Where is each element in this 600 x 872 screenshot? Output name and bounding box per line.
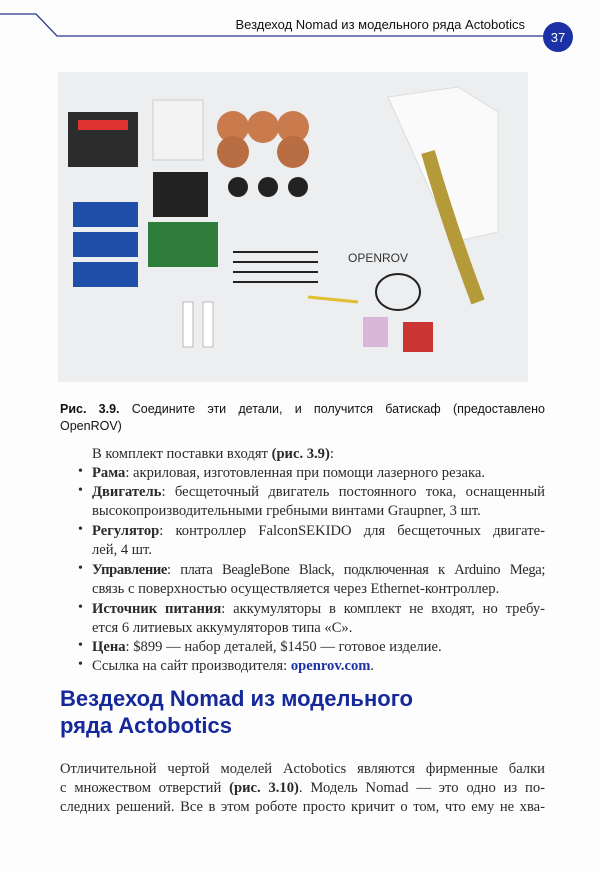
manufacturer-link[interactable]: openrov.com xyxy=(290,658,371,674)
list-item: Ссылка на сайт производителя: openrov.com. xyxy=(92,658,375,674)
list-item: Цена: $899 — набор деталей, $1450 — готовое изделие. xyxy=(92,639,442,655)
figure-caption xyxy=(60,401,545,435)
list-item: Рама: акриловая, изготовленная при помощи лазерного резака. xyxy=(92,465,485,481)
bullet: • xyxy=(78,561,83,576)
list-item-cont: связь с поверхностью осуществляется через Ethernet-контроллер. xyxy=(92,581,500,597)
list-item: Управление: плата BeagleBone Black, подключенная к Arduino Mega; xyxy=(92,562,545,578)
bullet: • xyxy=(78,638,83,653)
list-item-cont: ется 6 литиевых аккумуляторов типа «С». xyxy=(92,620,353,636)
intro-text: В комплект поставки входят (рис. 3.9): xyxy=(92,446,334,462)
section-heading-cont: ряда Actobotics xyxy=(60,713,232,738)
page-number: 37 xyxy=(543,22,573,52)
list-item: Двигатель: бесщеточный двигатель постоянного тока, оснащенный xyxy=(92,484,545,500)
list-item-cont: лей, 4 шт. xyxy=(92,542,152,558)
section-heading: Вездеход Nomad из модельного xyxy=(60,686,413,711)
caption-label: Рис. 3.9. xyxy=(60,402,120,416)
bullet: • xyxy=(78,464,83,479)
caption-text: Соедините эти детали, и получится батискаф (предоставлено xyxy=(131,402,545,416)
paragraph-line: Отличительной чертой моделей Actobotics являются фирменные балки xyxy=(60,761,545,777)
running-title: Вездеход Nomad из модельного ряда Actobotics xyxy=(235,17,525,32)
bullet: • xyxy=(78,522,83,537)
list-item-cont: высокопроизводительными гребными винтами Graupner, 3 шт. xyxy=(92,503,481,519)
photo-logo: OPENROV xyxy=(348,251,409,265)
bullet: • xyxy=(78,483,83,498)
list-item: Регулятор: контроллер FalconSEKIDO для бесщеточных двигате- xyxy=(92,523,545,539)
paragraph-line: следних решений. Все в этом роботе просто кричит о том, что ему не хва- xyxy=(60,799,545,815)
paragraph-line: с множеством отверстий (рис. 3.10). Модель Nomad — это одно из по- xyxy=(60,780,545,796)
bullet: • xyxy=(78,657,83,672)
caption-text-cont: OpenROV) xyxy=(60,419,122,433)
list-item: Источник питания: аккумуляторы в комплект не входят, но требу- xyxy=(92,601,545,617)
bullet: • xyxy=(78,600,83,615)
figure-photo xyxy=(58,72,528,382)
